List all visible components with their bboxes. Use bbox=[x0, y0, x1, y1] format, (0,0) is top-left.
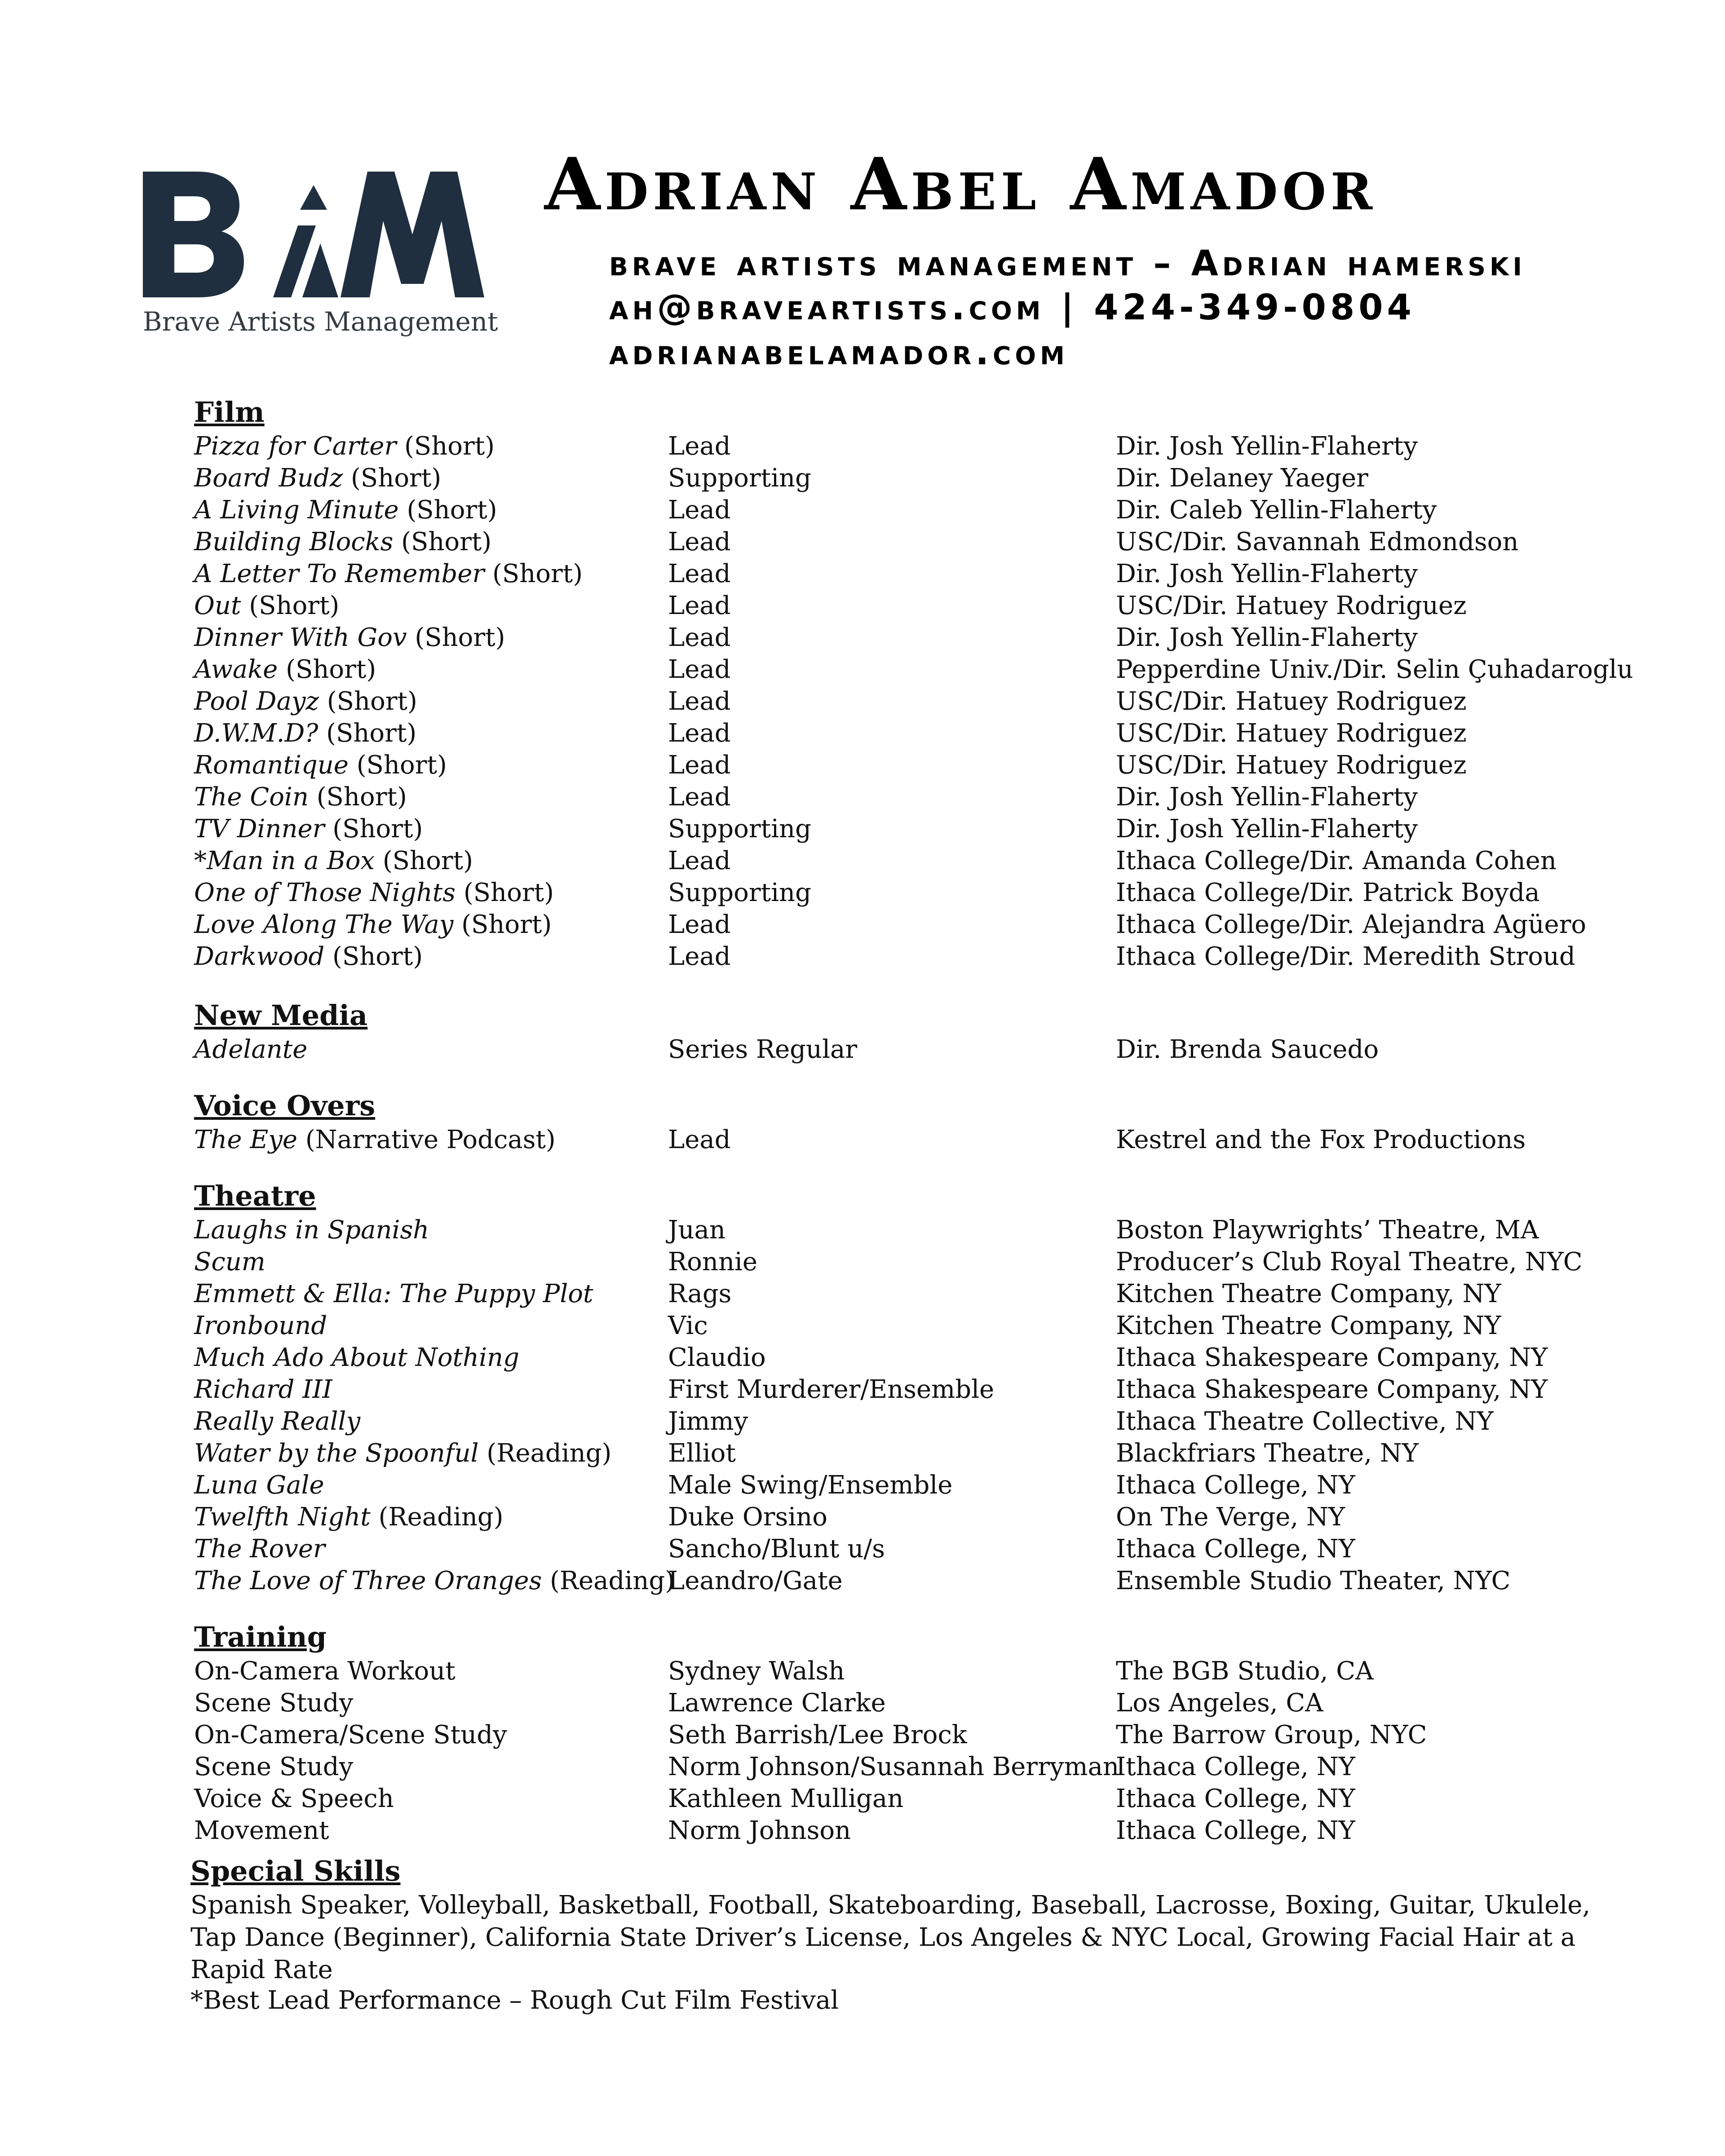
credit-role: Duke Orsino bbox=[668, 1502, 827, 1532]
credit-title-cell bbox=[194, 749, 447, 781]
credit-title: Ironbound bbox=[194, 1311, 327, 1340]
credit-row bbox=[194, 749, 1623, 781]
credit-role: Sancho/Blunt u/s bbox=[668, 1534, 885, 1564]
credit-row bbox=[194, 1034, 1623, 1065]
credit-title-cell bbox=[194, 1437, 611, 1469]
credit-row bbox=[194, 909, 1623, 941]
training-row bbox=[194, 1815, 1623, 1847]
credit-company: Dir. Josh Yellin-Flaherty bbox=[1116, 814, 1418, 844]
credit-note: (Reading) bbox=[478, 1439, 612, 1468]
credit-title: TV Dinner bbox=[194, 814, 325, 844]
credit-role: Jimmy bbox=[668, 1407, 748, 1436]
credit-row bbox=[194, 1405, 1623, 1437]
credit-title-cell bbox=[194, 1469, 324, 1501]
training-course: Voice & Speech bbox=[194, 1784, 394, 1813]
credit-role: Lead bbox=[668, 751, 731, 780]
credit-note: (Short) bbox=[318, 687, 417, 716]
credit-note: (Short) bbox=[324, 814, 423, 844]
credit-row bbox=[194, 1565, 1623, 1597]
credit-company: Producer’s Club Royal Theatre, NYC bbox=[1116, 1247, 1583, 1277]
award-footnote: *Best Lead Performance – Rough Cut Film Festival bbox=[190, 1986, 839, 2015]
credit-role: Lead bbox=[668, 782, 731, 812]
credit-title-cell bbox=[194, 909, 552, 941]
credit-row bbox=[194, 558, 1623, 590]
credit-row bbox=[194, 877, 1623, 909]
credit-title: Board Budz bbox=[194, 464, 343, 493]
credit-title-cell bbox=[194, 1246, 265, 1278]
credit-company: Ensemble Studio Theater, NYC bbox=[1116, 1566, 1511, 1595]
training-list bbox=[194, 1655, 1623, 1847]
credit-title: The Love of Three Oranges bbox=[194, 1566, 542, 1595]
credit-note: (Short) bbox=[393, 527, 492, 557]
credit-title: A Letter To Remember bbox=[194, 559, 485, 588]
credit-role: Lead bbox=[668, 846, 731, 875]
credit-title: D.W.M.D? bbox=[194, 719, 318, 748]
credit-title-cell bbox=[194, 1034, 307, 1065]
training-section bbox=[194, 1619, 1623, 1847]
credit-note: (Short) bbox=[398, 495, 497, 525]
credit-role: Vic bbox=[668, 1311, 708, 1340]
training-course: Movement bbox=[194, 1816, 329, 1845]
bam-logo-mark bbox=[143, 167, 484, 302]
credit-role: Series Regular bbox=[668, 1035, 858, 1064]
credit-company: Dir. Brenda Saucedo bbox=[1116, 1035, 1379, 1064]
credit-row bbox=[194, 1501, 1623, 1533]
new-media-heading: New Media bbox=[194, 999, 368, 1032]
credit-row bbox=[194, 462, 1623, 494]
credit-company: Ithaca College/Dir. Alejandra Agüero bbox=[1116, 910, 1587, 939]
credit-company: Kitchen Theatre Company, NY bbox=[1116, 1311, 1501, 1340]
credit-role: Lead bbox=[668, 591, 731, 620]
logo-caption: Brave Artists Management bbox=[143, 306, 498, 337]
credit-title: Luna Gale bbox=[194, 1471, 324, 1500]
training-course: On-Camera Workout bbox=[194, 1657, 456, 1686]
credit-row bbox=[194, 622, 1623, 654]
credit-role: Juan bbox=[668, 1215, 725, 1245]
training-teacher: Sydney Walsh bbox=[668, 1657, 845, 1686]
film-heading: Film bbox=[194, 396, 265, 429]
credit-title-cell bbox=[194, 781, 407, 813]
credit-note: (Short) bbox=[484, 559, 583, 588]
credit-row bbox=[194, 813, 1623, 845]
credit-title-cell bbox=[194, 1342, 519, 1374]
film-list bbox=[194, 430, 1633, 972]
special-skills-heading: Special Skills bbox=[190, 1855, 401, 1887]
credit-row bbox=[194, 430, 1623, 462]
credit-note: (Short) bbox=[318, 719, 417, 748]
credit-company: USC/Dir. Savannah Edmondson bbox=[1116, 527, 1519, 557]
training-place: Ithaca College, NY bbox=[1116, 1816, 1355, 1845]
credit-title: Out bbox=[194, 591, 241, 620]
credit-note: (Short) bbox=[324, 942, 423, 971]
special-skills-text: Spanish Speaker, Volleyball, Basketball, Football, Skateboarding, Baseball, Lacrosse, Boxing, Guitar, Ukulele, Tap Dance (Beginner), California State Driver’s License, Los Angeles & NYC Local, Growing Facial Hair at a Rapid Rate bbox=[190, 1891, 1591, 1984]
credit-role: Lead bbox=[668, 559, 731, 588]
training-course: On-Camera/Scene Study bbox=[194, 1720, 507, 1750]
credit-title-cell bbox=[194, 1310, 327, 1342]
credit-row bbox=[194, 941, 1623, 972]
credit-title-cell bbox=[194, 558, 583, 590]
credit-title-cell bbox=[194, 590, 339, 622]
credit-role: Lead bbox=[668, 910, 731, 939]
credit-row bbox=[194, 1533, 1623, 1565]
credit-title: Richard III bbox=[194, 1375, 332, 1404]
credit-role: Lead bbox=[668, 687, 731, 716]
credit-company: Boston Playwrights’ Theatre, MA bbox=[1116, 1215, 1539, 1245]
credit-title: Romantique bbox=[194, 751, 349, 780]
credit-title: Pool Dayz bbox=[194, 687, 319, 716]
credit-title-cell bbox=[194, 430, 495, 462]
credit-title: The Eye bbox=[194, 1125, 298, 1154]
credit-role: Supporting bbox=[668, 464, 811, 493]
credit-note: (Short) bbox=[407, 623, 505, 652]
credit-title-cell bbox=[194, 1124, 556, 1156]
credit-company: Ithaca College/Dir. Meredith Stroud bbox=[1116, 942, 1575, 971]
special-skills-section bbox=[190, 1853, 1610, 1986]
credit-company: Pepperdine Univ./Dir. Selin Çuhadaroglu bbox=[1116, 655, 1633, 684]
credit-company: Dir. Caleb Yellin-Flaherty bbox=[1116, 495, 1437, 525]
voice-overs-list bbox=[194, 1124, 1623, 1156]
credit-title-cell bbox=[194, 1405, 360, 1437]
credit-company: Ithaca College/Dir. Amanda Cohen bbox=[1116, 846, 1557, 875]
training-place: Ithaca College, NY bbox=[1116, 1752, 1355, 1781]
credit-title-cell bbox=[194, 717, 416, 749]
credit-title: Twelfth Night bbox=[194, 1502, 371, 1532]
credit-title: Darkwood bbox=[194, 942, 325, 971]
credit-row bbox=[194, 526, 1623, 558]
credit-note: (Short) bbox=[375, 846, 473, 875]
credit-row bbox=[194, 781, 1623, 813]
credit-company: Dir. Josh Yellin-Flaherty bbox=[1116, 623, 1418, 652]
agency-line: brave artists management – Adrian hamerski bbox=[609, 243, 1526, 284]
credit-note: (Short) bbox=[456, 878, 554, 907]
credit-title: One of Those Nights bbox=[194, 878, 456, 907]
credit-row bbox=[194, 1469, 1623, 1501]
training-heading: Training bbox=[194, 1621, 327, 1653]
credit-company: Dir. Delaney Yaeger bbox=[1116, 464, 1368, 493]
training-teacher: Norm Johnson/Susannah Berryman bbox=[668, 1752, 1119, 1781]
credit-title-cell bbox=[194, 1565, 675, 1597]
credit-title-cell bbox=[194, 654, 376, 685]
credit-company: USC/Dir. Hatuey Rodriguez bbox=[1116, 719, 1467, 748]
training-place: The BGB Studio, CA bbox=[1116, 1657, 1374, 1686]
credit-company: Dir. Josh Yellin-Flaherty bbox=[1116, 432, 1418, 461]
training-teacher: Lawrence Clarke bbox=[668, 1688, 886, 1718]
credit-title-cell bbox=[194, 813, 423, 845]
credit-row bbox=[194, 1214, 1623, 1246]
credit-title: Adelante bbox=[194, 1035, 308, 1064]
credit-title: Building Blocks bbox=[194, 527, 394, 557]
credit-title: *Man in a Box bbox=[194, 846, 375, 875]
credit-title-cell bbox=[194, 941, 423, 972]
credit-title: The Rover bbox=[194, 1534, 325, 1564]
credit-title: Love Along The Way bbox=[194, 910, 454, 939]
training-course: Scene Study bbox=[194, 1688, 354, 1718]
training-teacher: Norm Johnson bbox=[668, 1816, 851, 1845]
credit-title-cell bbox=[194, 622, 505, 654]
credit-company: Kitchen Theatre Company, NY bbox=[1116, 1279, 1501, 1308]
credit-title-cell bbox=[194, 494, 497, 526]
credit-title-cell bbox=[194, 1278, 593, 1310]
credit-role: First Murderer/Ensemble bbox=[668, 1375, 995, 1404]
credit-role: Lead bbox=[668, 623, 731, 652]
credit-role: Leandro/Gate bbox=[668, 1566, 843, 1595]
credit-company: Dir. Josh Yellin-Flaherty bbox=[1116, 559, 1418, 588]
contact-line: ah@braveartists.com | 424-349-0804 bbox=[609, 287, 1415, 328]
credit-title-cell bbox=[194, 526, 491, 558]
credit-row bbox=[194, 1310, 1623, 1342]
credit-row bbox=[194, 494, 1623, 526]
training-row bbox=[194, 1751, 1623, 1783]
training-row bbox=[194, 1719, 1623, 1751]
credit-row bbox=[194, 1246, 1623, 1278]
credit-role: Claudio bbox=[668, 1343, 766, 1372]
credit-title: Really Really bbox=[194, 1407, 361, 1436]
credit-row bbox=[194, 845, 1623, 877]
theatre-list bbox=[194, 1214, 1623, 1597]
bam-logo bbox=[143, 167, 498, 338]
credit-note: (Short) bbox=[343, 464, 442, 493]
credit-title-cell bbox=[194, 1214, 429, 1246]
resume-sections bbox=[194, 394, 1633, 1847]
theatre-heading: Theatre bbox=[194, 1180, 316, 1212]
new-media-section bbox=[194, 998, 1623, 1065]
credit-company: Ithaca College, NY bbox=[1116, 1471, 1355, 1500]
credit-title: Laughs in Spanish bbox=[194, 1215, 429, 1245]
credit-role: Male Swing/Ensemble bbox=[668, 1471, 953, 1500]
credit-company: Ithaca Shakespeare Company, NY bbox=[1116, 1343, 1548, 1372]
credit-note: (Short) bbox=[278, 655, 376, 684]
credit-row bbox=[194, 1437, 1623, 1469]
credit-title: Emmett & Ella: The Puppy Plot bbox=[194, 1279, 593, 1308]
credit-note: (Short) bbox=[453, 910, 552, 939]
credit-title: Much Ado About Nothing bbox=[194, 1343, 519, 1372]
credit-note: (Short) bbox=[348, 751, 447, 780]
credit-row bbox=[194, 1124, 1623, 1156]
credit-company: Dir. Josh Yellin-Flaherty bbox=[1116, 782, 1418, 812]
credit-company: On The Verge, NY bbox=[1116, 1502, 1345, 1532]
credit-role: Lead bbox=[668, 719, 731, 748]
credit-company: Ithaca Shakespeare Company, NY bbox=[1116, 1375, 1548, 1404]
credit-title: A Living Minute bbox=[194, 495, 399, 525]
credit-note: (Short) bbox=[241, 591, 340, 620]
credit-title-cell bbox=[194, 685, 417, 717]
training-teacher: Kathleen Mulligan bbox=[668, 1784, 904, 1813]
credit-role: Lead bbox=[668, 655, 731, 684]
training-course: Scene Study bbox=[194, 1752, 354, 1781]
credit-title-cell bbox=[194, 1501, 504, 1533]
credit-company: USC/Dir. Hatuey Rodriguez bbox=[1116, 751, 1467, 780]
credit-row bbox=[194, 1342, 1623, 1374]
credit-note: (Short) bbox=[308, 782, 407, 812]
credit-note: (Reading) bbox=[370, 1502, 504, 1532]
credit-company: USC/Dir. Hatuey Rodriguez bbox=[1116, 687, 1467, 716]
credit-company: USC/Dir. Hatuey Rodriguez bbox=[1116, 591, 1467, 620]
credit-title: The Coin bbox=[194, 782, 309, 812]
credit-company: Ithaca College, NY bbox=[1116, 1534, 1355, 1564]
new-media-list bbox=[194, 1034, 1623, 1065]
credit-title: Water by the Spoonful bbox=[194, 1439, 479, 1468]
credit-note: (Narrative Podcast) bbox=[297, 1125, 556, 1154]
credit-role: Lead bbox=[668, 495, 731, 525]
credit-company: Blackfriars Theatre, NY bbox=[1116, 1439, 1419, 1468]
website-line: adrianabelamador.com bbox=[609, 332, 1069, 373]
credit-role: Ronnie bbox=[668, 1247, 758, 1277]
credit-role: Lead bbox=[668, 942, 731, 971]
training-row bbox=[194, 1655, 1623, 1687]
actor-name: Adrian Abel Amador bbox=[544, 142, 1377, 226]
credit-title-cell bbox=[194, 877, 554, 909]
credit-role: Lead bbox=[668, 527, 731, 557]
credit-title: Awake bbox=[194, 655, 278, 684]
credit-title: Dinner With Gov bbox=[194, 623, 407, 652]
voice-overs-heading: Voice Overs bbox=[194, 1089, 376, 1122]
training-place: The Barrow Group, NYC bbox=[1116, 1720, 1427, 1750]
credit-company: Kestrel and the Fox Productions bbox=[1116, 1125, 1526, 1154]
credit-row bbox=[194, 685, 1623, 717]
theatre-section bbox=[194, 1178, 1623, 1597]
credit-role: Lead bbox=[668, 1125, 731, 1154]
credit-role: Lead bbox=[668, 432, 731, 461]
credit-note: (Reading) bbox=[542, 1566, 675, 1595]
credit-role: Supporting bbox=[668, 878, 811, 907]
training-row bbox=[194, 1783, 1623, 1815]
credit-title-cell bbox=[194, 462, 441, 494]
voice-overs-section bbox=[194, 1088, 1623, 1156]
credit-row bbox=[194, 717, 1623, 749]
film-section bbox=[194, 394, 1633, 972]
credit-company: Ithaca College/Dir. Patrick Boyda bbox=[1116, 878, 1540, 907]
credit-title-cell bbox=[194, 845, 473, 877]
training-teacher: Seth Barrish/Lee Brock bbox=[668, 1720, 967, 1750]
credit-role: Rags bbox=[668, 1279, 732, 1308]
credit-row bbox=[194, 1278, 1623, 1310]
training-place: Los Angeles, CA bbox=[1116, 1688, 1323, 1718]
credit-note: (Short) bbox=[396, 432, 495, 461]
credit-row bbox=[194, 1374, 1623, 1405]
training-place: Ithaca College, NY bbox=[1116, 1784, 1355, 1813]
credit-company: Ithaca Theatre Collective, NY bbox=[1116, 1407, 1494, 1436]
credit-row bbox=[194, 654, 1633, 685]
credit-role: Supporting bbox=[668, 814, 811, 844]
credit-role: Elliot bbox=[668, 1439, 736, 1468]
credit-title-cell bbox=[194, 1374, 332, 1405]
credit-row bbox=[194, 590, 1623, 622]
credit-title: Pizza for Carter bbox=[194, 432, 397, 461]
training-row bbox=[194, 1687, 1623, 1719]
credit-title: Scum bbox=[194, 1247, 265, 1277]
credit-title-cell bbox=[194, 1533, 325, 1565]
